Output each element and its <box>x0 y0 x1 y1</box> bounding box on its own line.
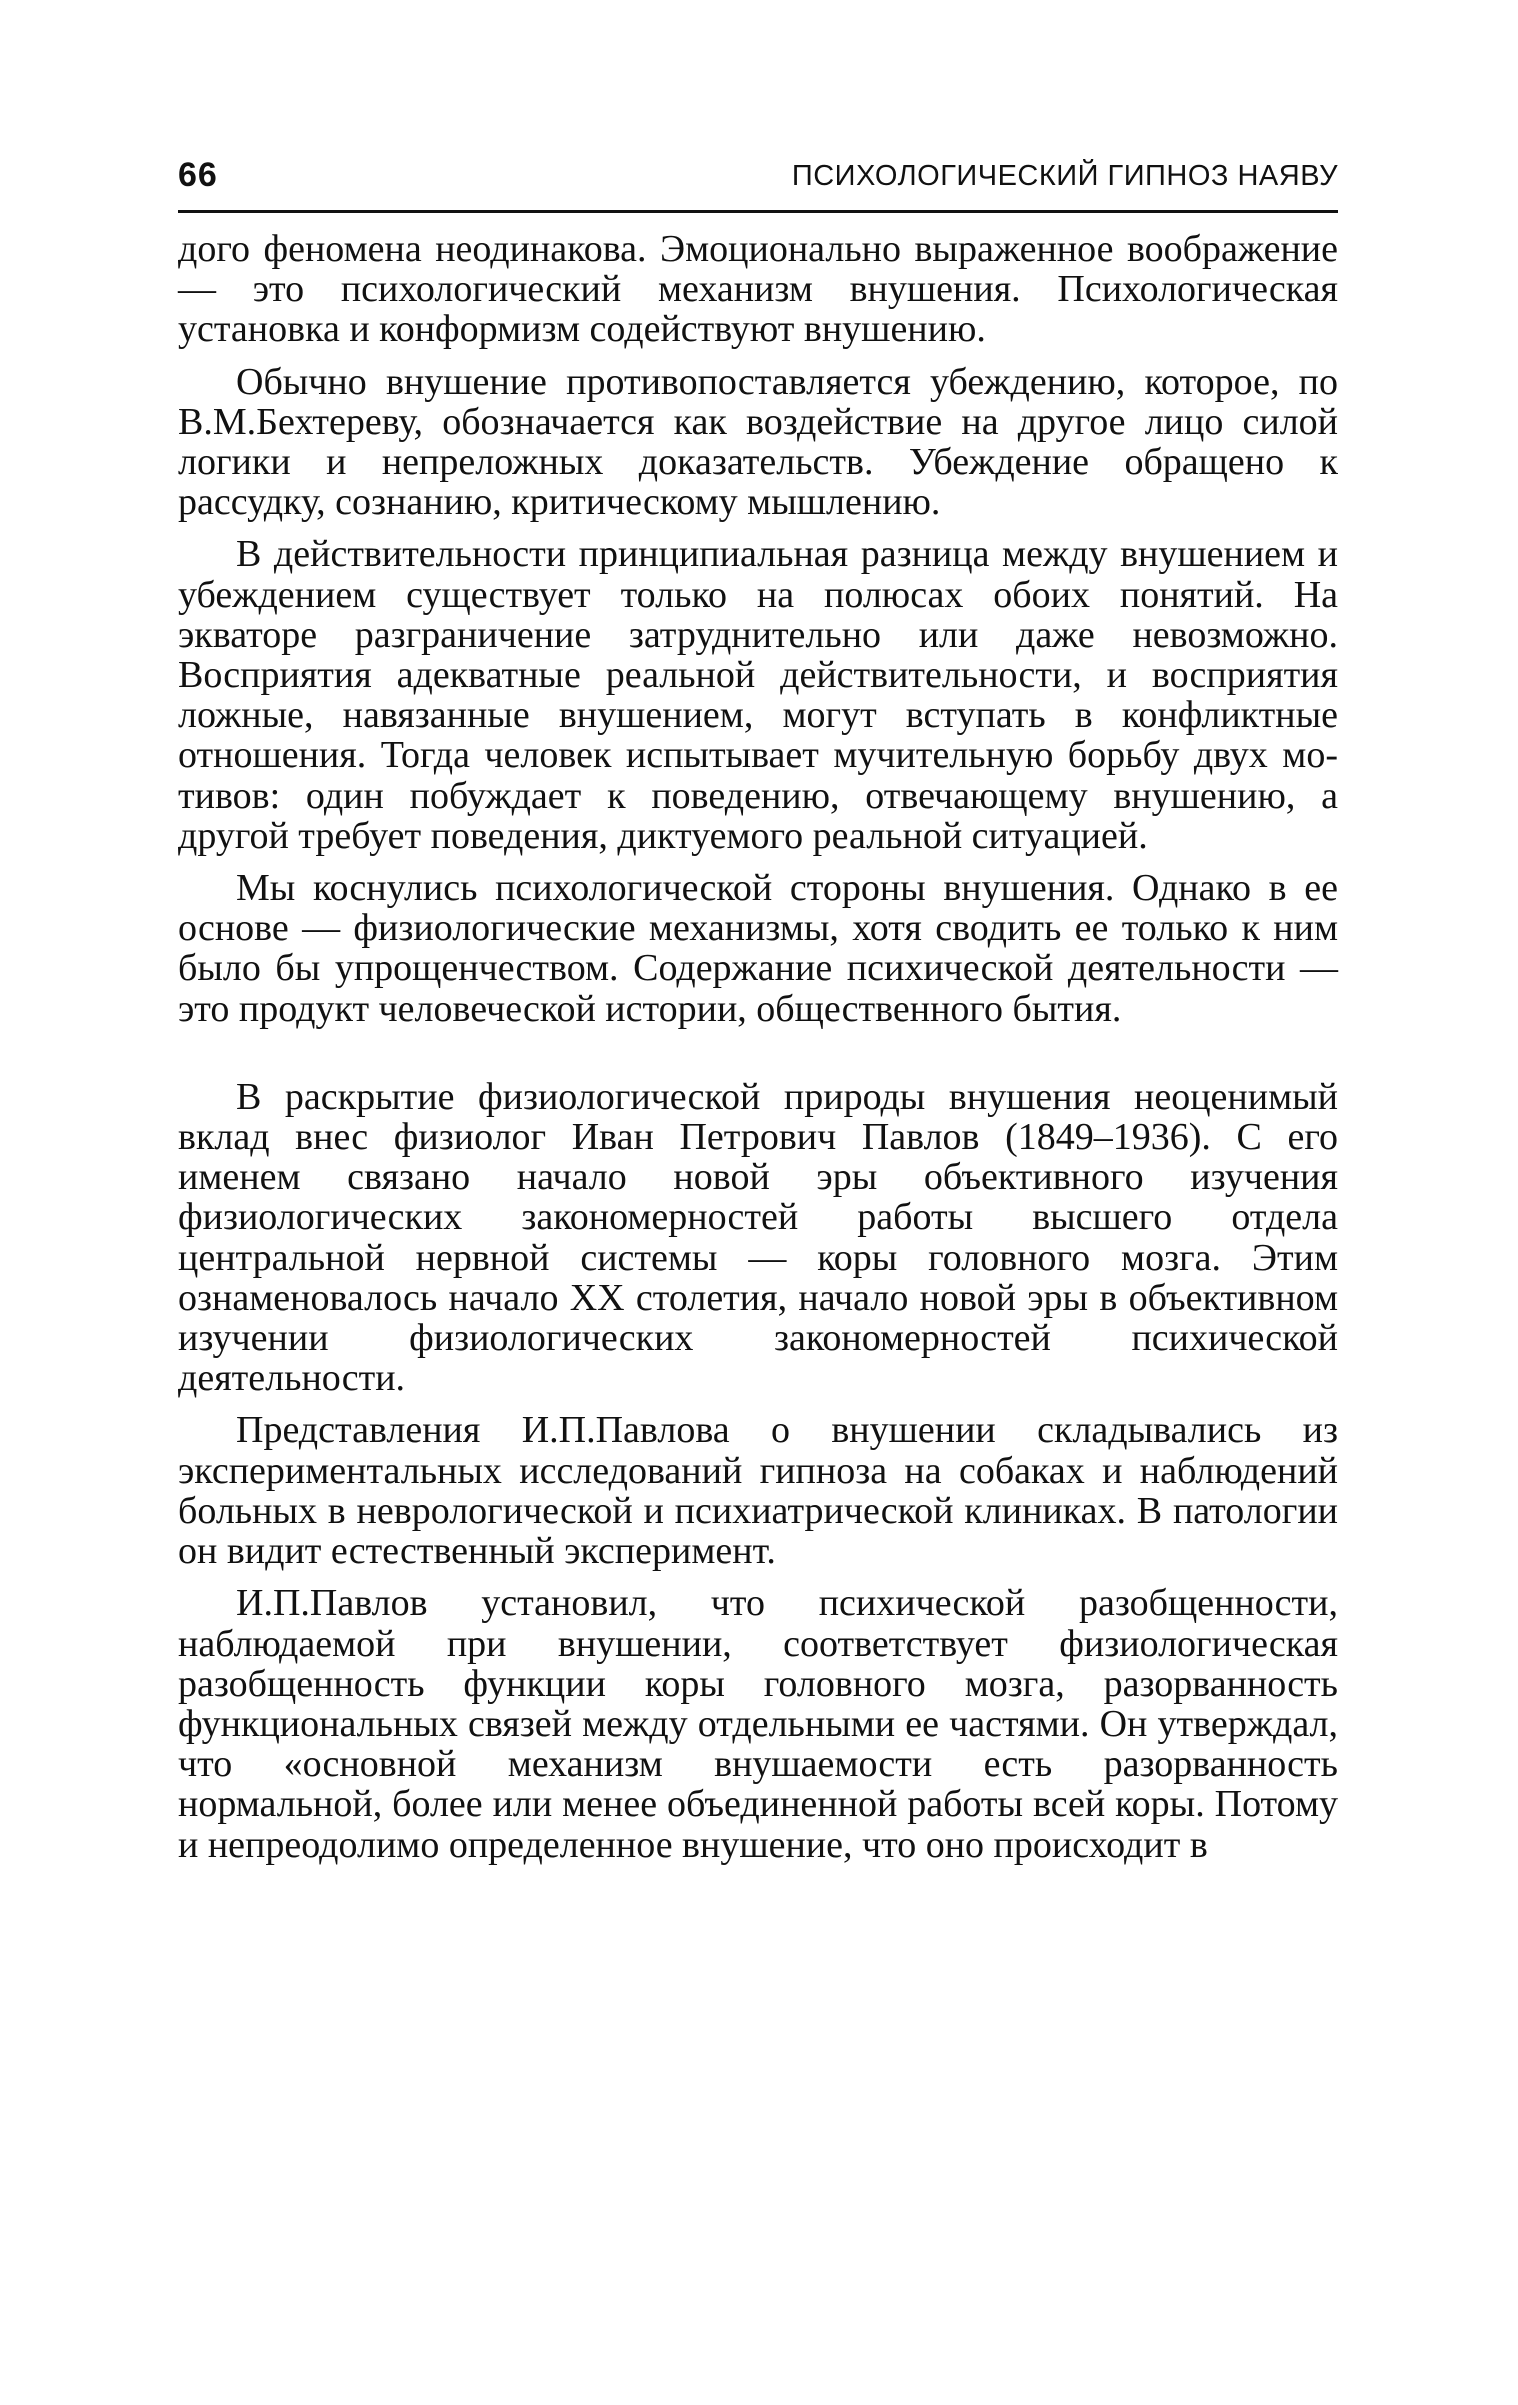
running-title: ПСИХОЛОГИЧЕСКИЙ ГИПНОЗ НАЯВУ <box>791 160 1338 192</box>
paragraph-2: Обычно внушение противопоставляется убеждению, которое, по В.М.Бехтереву, обозначается как воздействие на другое лицо силой логики и непреложных доказательств. Убеждение обращено к рассудку, сознанию, критическому мышлению. <box>178 360 1338 524</box>
paragraph-1: дого феномена неодинакова. Эмоционально выраженное воображение — это психологический механизм внушения. Психологическая установка и конформизм содействуют внушению. <box>178 228 1338 351</box>
book-page <box>178 150 1338 1865</box>
text-body <box>178 229 1338 1865</box>
page-number: 66 <box>178 156 218 194</box>
paragraph-4: Мы коснулись психологической стороны внушения. Однако в ее основе — физиологические механизмы, хотя сводить ее только к ним было бы упрощенчеством. Содержание психической деятельности — это продукт человеческой истории, общественного бытия. <box>178 867 1338 1030</box>
paragraph-5: В раскрытие физиологической природы внушения неоценимый вклад внес физиолог Иван Петрович Павлов (1849–1936). С его именем связано начало новой эры объективного изучения физиологических закономерностей работы высшего отдела центральной нервной системы — коры головного мозга. Этим ознаменовалось начало XX столетия, начало новой эры в объективном изучении физиологических закономерностей психической деятельности. <box>178 1075 1338 1400</box>
section-break <box>178 1029 1338 1077</box>
paragraph-6: Представления И.П.Павлова о внушении складывались из экспериментальных исследований гипноза на собаках и наблюдений больных в неврологической и психиатрической клиниках. В патологии он видит естественный эксперимент. <box>178 1409 1338 1573</box>
running-head <box>178 150 1338 213</box>
paragraph-3: В действительности принципиальная разница между внушением и убеждением существует только на полюсах обоих понятий. На экваторе разграничение затруднительно или даже невозможно. Восприятия адекватные реальной действительности, и восприятия ложные, навязанные внушением, могут вступать в конфликтные отношения. Тогда человек испытывает мучительную борьбу двух мотивов: один побуждает к поведению, отвечающему внушению, а другой требует поведения, диктуемого реальной ситуацией. <box>178 533 1338 857</box>
paragraph-7: И.П.Павлов установил, что психической разобщенности, наблюдаемой при внушении, соответствует физиологическая разобщенность функции коры головного мозга, разорванность функциональных связей между отдельными ее частями. Он утверждал, что «основной механизм внушаемости есть разорванность нормальной, более или менее объединенной работы всей коры. Потому и непреодолимо определенное внушение, что оно происходит в <box>178 1582 1338 1866</box>
